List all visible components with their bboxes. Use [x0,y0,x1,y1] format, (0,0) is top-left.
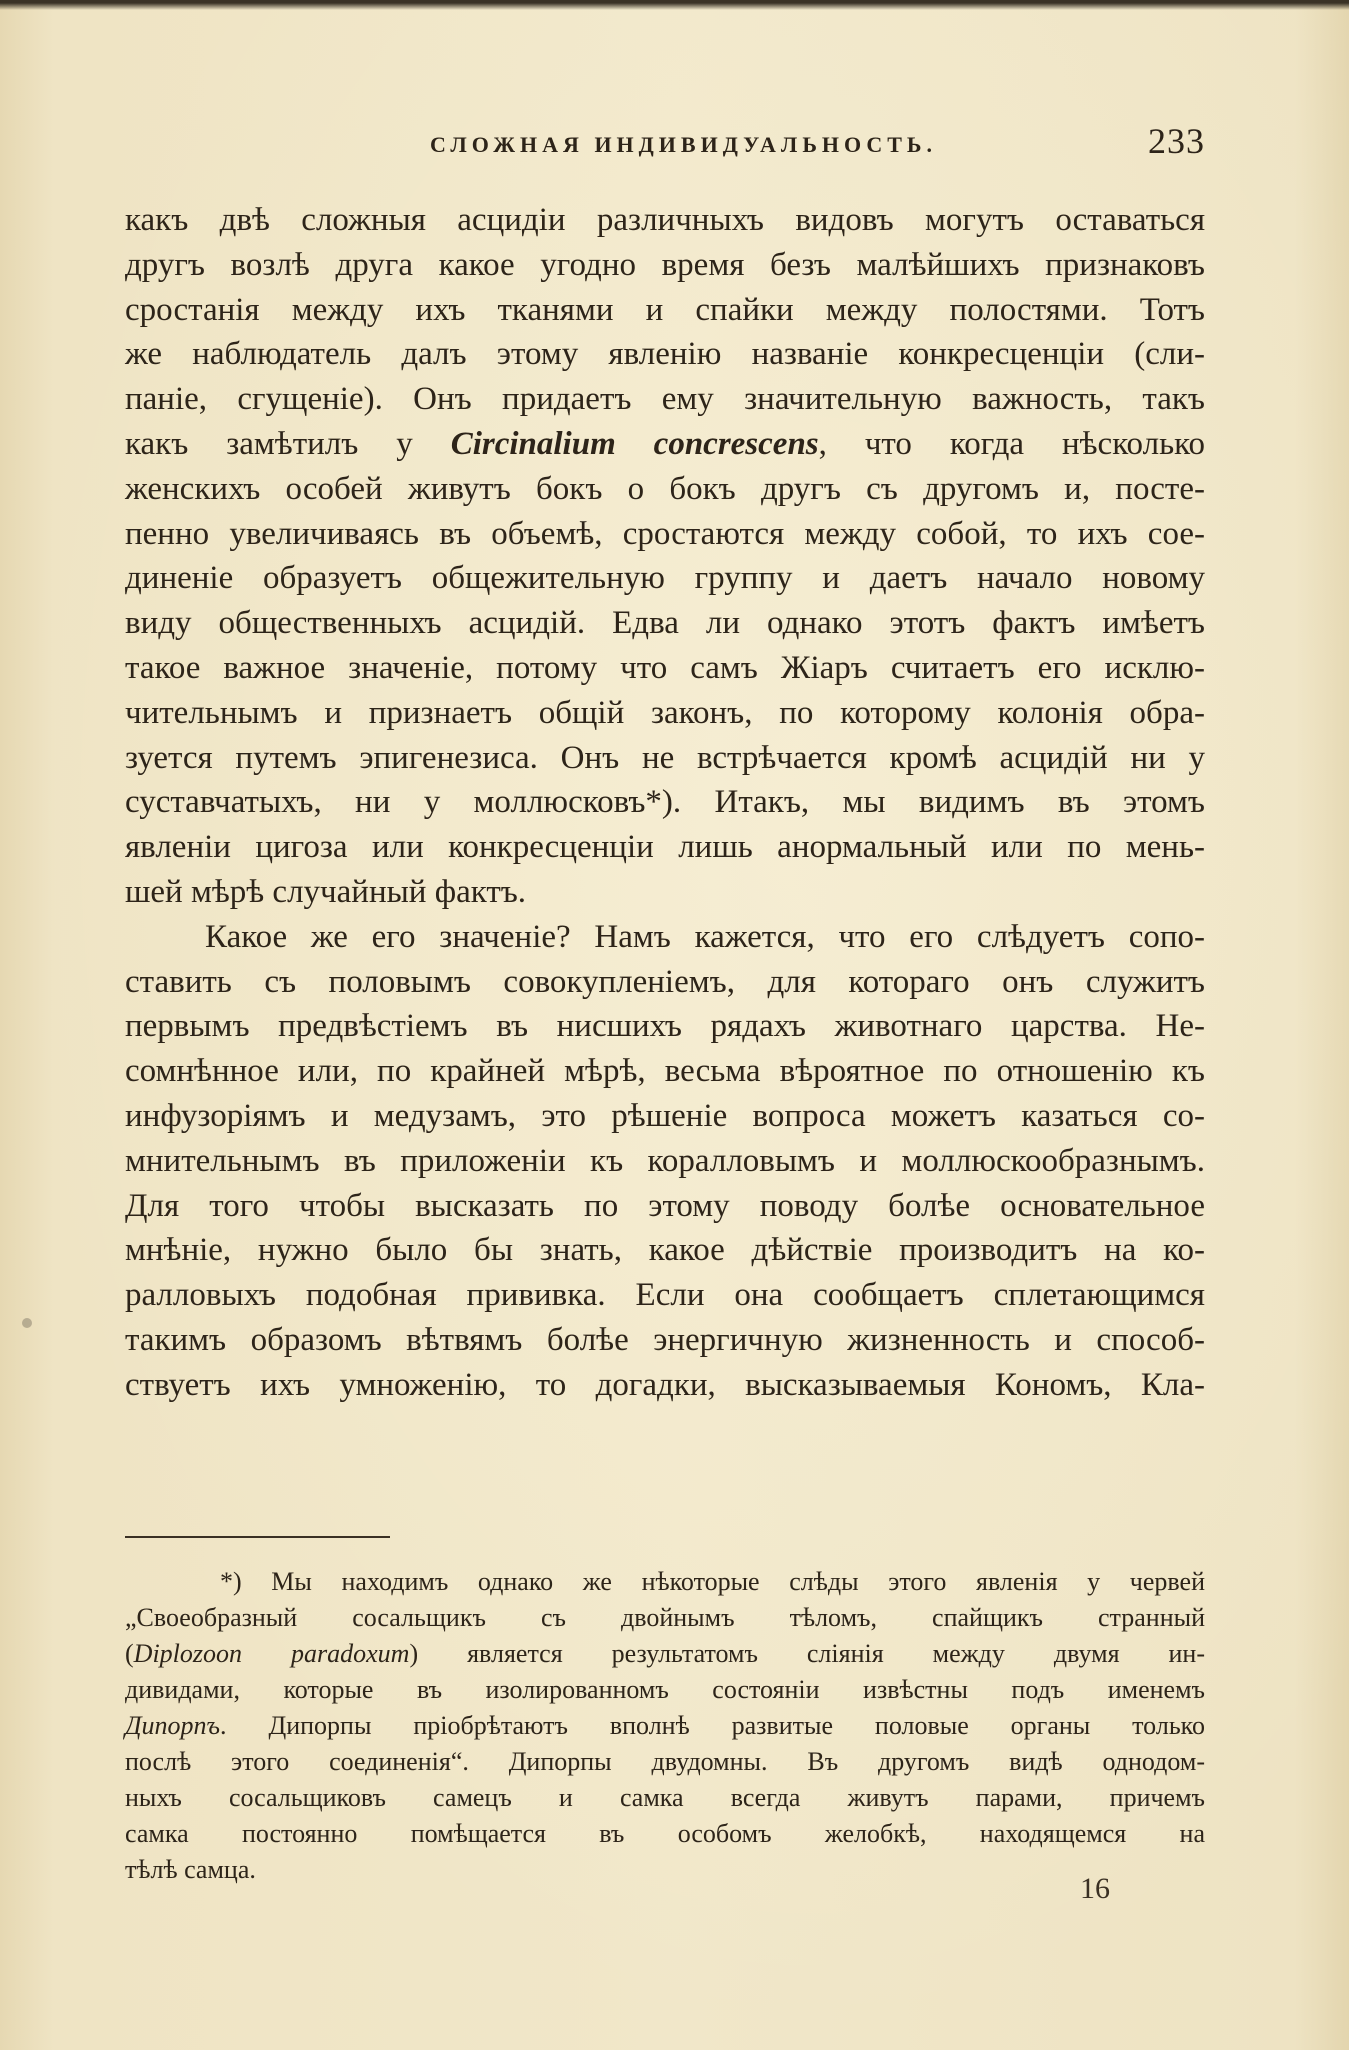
body-line: другъ возлѣ друга какое угодно время безъ малѣйшихъ признаковъ [125,246,1205,283]
footnote-line: дивидами, которые въ изолированномъ состояніи извѣстны подъ именемъ [125,1675,1205,1704]
body-line: какъ двѣ сложныя асцидіи различныхъ видовъ могутъ оставаться [125,202,1205,238]
footnote-rule [125,1536,390,1538]
body-line: виду общественныхъ асцидій. Едва ли однако этотъ фактъ имѣетъ [125,605,1205,642]
body-line: такое важное значеніе, потому что самъ Жіаръ считаетъ его исклю- [125,649,1205,686]
body-line: мнѣніе, нужно было бы знать, какое дѣйствіе производитъ на ко- [125,1232,1205,1269]
body-line: ствуетъ ихъ умноженію, то догадки, высказываемыя Кономъ, Кла- [125,1366,1205,1403]
running-title: СЛОЖНАЯ ИНДИВИДУАЛЬНОСТЬ. [430,132,937,157]
signature-mark: 16 [1080,1872,1110,1905]
body-line: же наблюдатель далъ этому явленію названіе конкресценціи (сли- [125,336,1205,373]
footnote-line: „Своеобразный сосальщикъ съ двойнымъ тѣломъ, спайщикъ странный [125,1603,1205,1632]
footnote-line: *) Мы находимъ однако же нѣкоторые слѣды этого явленія у червей [220,1567,1205,1596]
footnote-line: тѣлѣ самца. [125,1855,256,1884]
footnote [125,1564,1205,1888]
footnote-line: ныхъ сосальщиковъ самецъ и самка всегда живутъ парами, причемъ [125,1783,1205,1812]
body-line: паніе, сгущеніе). Онъ придаетъ ему значительную важность, такъ [125,381,1205,418]
body-line: ралловыхъ подобная прививка. Если она сообщаетъ сплетающимся [125,1277,1205,1314]
body-line: Какое же его значеніе? Намъ кажется, что его слѣдуетъ сопо- [205,918,1205,955]
footnote-line: послѣ этого соединенія“. Дипорпы двудомны. Въ другомъ видѣ однодом- [125,1747,1205,1776]
body-line: диненіе образуетъ общежительную группу и даетъ начало новому [125,560,1205,597]
body-line: Для того чтобы высказать по этому поводу болѣе основательное [125,1187,1205,1224]
body-line-with-species: какъ замѣтилъ у Circinalium concrescens, что когда нѣсколько [125,425,1205,462]
body-text [125,198,1205,1408]
body-line: сомнѣнное или, по крайней мѣрѣ, весьма вѣроятное по отношенію къ [125,1053,1205,1090]
body-line: шей мѣрѣ случайный фактъ. [125,873,527,910]
body-line: зуется путемъ эпигенезиса. Онъ не встрѣчается кромѣ асцидій ни у [125,739,1205,776]
body-line: мнительнымъ въ приложеніи къ коралловымъ и моллюскообразнымъ. [125,1142,1205,1179]
body-line: явленіи цигоза или конкресценціи лишь анормальный или по мень- [125,829,1205,866]
body-line: инфузоріямъ и медузамъ, это рѣшеніе вопроса можетъ казаться со- [125,1097,1205,1134]
page-number: 233 [1148,121,1205,161]
body-line: первымъ предвѣстіемъ въ нисшихъ рядахъ животнаго царства. Не- [125,1008,1205,1045]
footnote-line-with-name: Дипорпъ. Дипорпы пріобрѣтаютъ вполнѣ развитые половые органы только [125,1711,1205,1740]
body-line: сростанія между ихъ тканями и спайки между полостями. Тотъ [125,291,1205,328]
body-line: ставить съ половымъ совокупленіемъ, для котораго онъ служитъ [125,963,1205,1000]
footnote-line-with-species: (Diplozoon paradoxum) является результатомъ сліянія между двумя ин- [125,1639,1206,1668]
body-line: пенно увеличиваясь въ объемѣ, сростаются между собой, то ихъ сое- [125,515,1205,552]
body-line: суставчатыхъ, ни у моллюсковъ*). Итакъ, мы видимъ въ этомъ [125,784,1205,821]
footnote-line: самка постоянно помѣщается въ особомъ желобкѣ, находящемся на [125,1819,1205,1848]
page-top-edge [0,0,1349,10]
body-line: такимъ образомъ вѣтвямъ болѣе энергичную жизненность и способ- [125,1321,1205,1358]
body-line: женскихъ особей живутъ бокъ о бокъ другъ съ другомъ и, посте- [125,470,1205,507]
body-line: чительнымъ и признаетъ общій законъ, по которому колонія обра- [125,694,1205,731]
running-head [125,120,1205,170]
paper-stain [22,1318,32,1328]
